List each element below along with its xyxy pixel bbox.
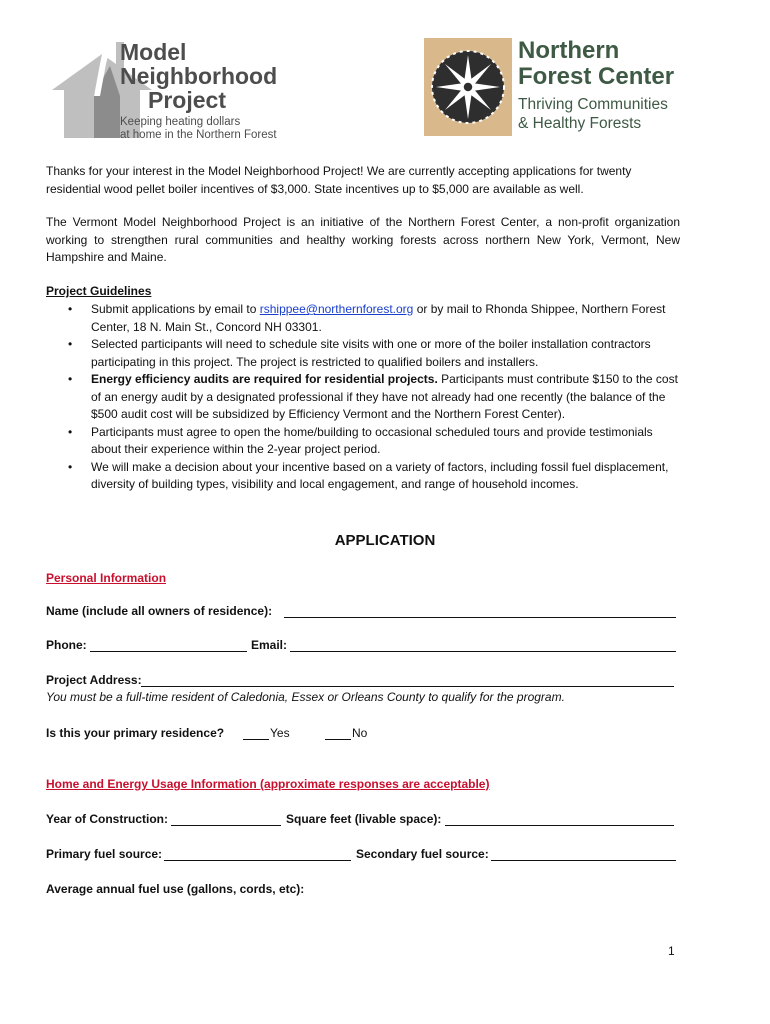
nfc-title-line2: Forest Center [518, 63, 675, 90]
guideline-1-text: Submit applications by email to [91, 302, 260, 316]
guidelines-heading: Project Guidelines [46, 284, 152, 298]
primary-residence-label: Is this your primary residence? [46, 726, 225, 740]
email-link[interactable]: rshippee@northernforest.org [259, 302, 414, 316]
square-feet-label: Square feet (livable space): [286, 812, 442, 826]
bullet: • [68, 424, 73, 439]
primary-fuel-label: Primary fuel source: [46, 847, 163, 861]
bullet: • [68, 459, 73, 474]
project-address-field[interactable] [141, 686, 674, 687]
yes-label: Yes [270, 726, 290, 740]
nfc-tagline-line2: & Healthy Forests [518, 115, 642, 132]
nfc-emblem [424, 38, 512, 136]
guideline-3-text: Participants must contribute $150 to the cost of an energy audit by a designated professional if they have not already had one recently (the balance of the $500 audit cost will be subsidized by Efficiency Vermont and the Northern Forest Center). [91, 372, 678, 421]
bullet: • [68, 372, 73, 386]
phone-label: Phone: [46, 638, 87, 652]
nfc-tagline-line1: Thriving Communities [518, 96, 668, 113]
annual-fuel-use-label: Average annual fuel use (gallons, cords, etc): [46, 882, 305, 896]
mnp-tagline-line2: at home in the Northern Forest [120, 129, 277, 141]
no-label: No [352, 726, 368, 740]
bullet: • [68, 302, 73, 316]
bullet: • [68, 337, 73, 351]
square-feet-field[interactable] [445, 825, 674, 826]
email-label: Email: [251, 638, 288, 652]
guideline-2-text: Selected participants will need to schedule site visits with one or more of the boiler installation contractors participating in this project. The project is restricted to qualified boilers and installers. [91, 337, 651, 369]
intro-paragraph-2: The Vermont Model Neighborhood Project is an initiative of the Northern Forest Center, a non-profit organization working to strengthen rural communities and healthy working forests across northern New York, Vermont, New Hampshire and Maine. [46, 215, 680, 264]
secondary-fuel-field[interactable] [491, 860, 676, 861]
list-item [46, 371, 680, 424]
nfc-title-line1: Northern [518, 37, 620, 64]
guideline-4-text: Participants must agree to open the home/building to occasional scheduled tours and provide testimonials about their experience within the 2-year project period. [91, 424, 653, 456]
mnp-tagline [120, 116, 277, 142]
guideline-1-text-cont: or by mail to Rhonda Shippee, Northern Forest Center, 18 N. Main St., Concord NH 03301. [91, 302, 666, 334]
secondary-fuel-label: Secondary fuel source: [356, 847, 489, 861]
personal-info-heading: Personal Information [46, 571, 167, 585]
mnp-logo [48, 36, 308, 146]
list-item [46, 424, 680, 459]
mnp-title-line1: Model [120, 39, 187, 65]
list-item [46, 459, 680, 494]
list-item [46, 301, 680, 336]
phone-field[interactable] [90, 651, 247, 652]
compass-star-icon [424, 38, 512, 136]
list-item [46, 336, 680, 371]
year-of-construction-label: Year of Construction: [46, 812, 169, 826]
yes-field[interactable] [243, 739, 269, 740]
guideline-3-bold-text: Energy efficiency audits are required for residential projects. [91, 372, 438, 386]
no-field[interactable] [325, 739, 351, 740]
primary-fuel-field[interactable] [164, 860, 351, 861]
mnp-tagline-line1: Keeping heating dollars [120, 116, 241, 128]
name-label: Name (include all owners of residence): [46, 604, 273, 618]
energy-usage-heading: Home and Energy Usage Information (approximate responses are acceptable) [46, 777, 490, 791]
guidelines-list [46, 301, 680, 494]
application-title: APPLICATION [334, 532, 436, 549]
mnp-title-line3: Project [148, 87, 226, 113]
page-number: 1 [668, 944, 675, 958]
year-of-construction-field[interactable] [171, 825, 281, 826]
name-field[interactable] [284, 617, 676, 618]
guideline-5-text: We will make a decision about your incentive based on a variety of factors, including fossil fuel displacement, diversity of building types, visibility and local engagement, and range of household incomes. [91, 459, 669, 491]
residency-note: You must be a full-time resident of Caledonia, Essex or Orleans County to qualify for the program. [46, 690, 565, 704]
email-field[interactable] [290, 651, 676, 652]
mnp-title-line2: Neighborhood [120, 63, 278, 89]
project-address-label: Project Address: [46, 673, 142, 687]
intro-paragraph-1: Thanks for your interest in the Model Neighborhood Project! We are currently accepting applications for twenty residential wood pellet boiler incentives of $3,000. State incentives up to $5,000 are available as well. [46, 164, 632, 196]
nfc-logo [424, 38, 684, 138]
